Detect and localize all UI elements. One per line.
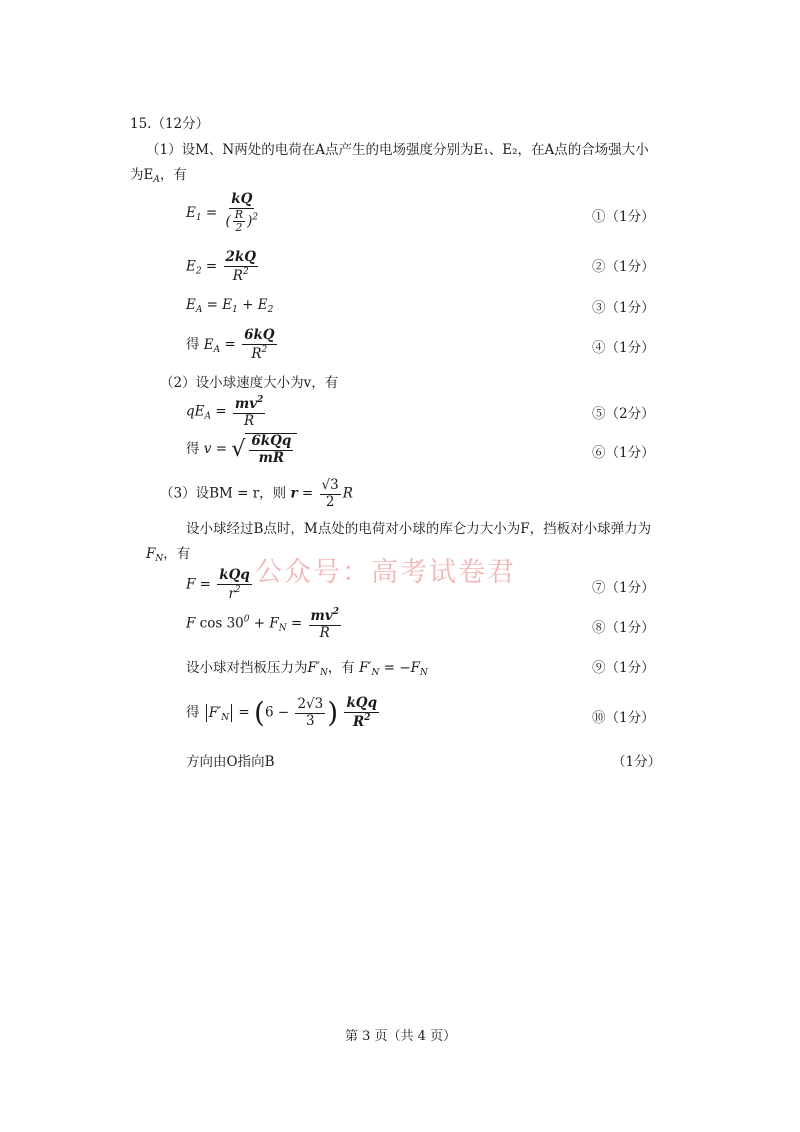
equation-3: $E_A = E_1 + E_2$ <box>186 297 274 315</box>
score-4: ④（1分） <box>592 340 655 356</box>
equation-1: $E_1$ = kQ ( $\frac{R}{2}$ )$^2$ <box>186 191 259 235</box>
score-3: ③（1分） <box>592 300 655 316</box>
part3-intro: （3）设BM = r，则 r = $\frac{√3}{2}$ R <box>160 477 353 510</box>
score-9: ⑨（1分） <box>592 660 655 676</box>
equation-4: 得 $E_A$ = $\frac{6kQ}{R^2}$ <box>186 327 275 362</box>
score-8: ⑧（1分） <box>592 620 655 636</box>
score-5: ⑤（2分） <box>592 406 655 422</box>
problem-header: 15.（12分） <box>130 116 210 132</box>
score-11: （1分） <box>612 754 662 770</box>
part1-intro-line1: （1）设M、N两处的电荷在A点产生的电场强度分别为E₁、E₂，在A点的合场强大小 <box>146 142 649 158</box>
direction-statement: 方向由O指向B <box>186 754 275 770</box>
equation-8: F $\cos 30^0 + F_N$ = $\frac{mv^2}{R}$ <box>186 607 339 641</box>
score-2: ②（1分） <box>592 259 655 275</box>
part3-line2: $F_N$，有 <box>146 546 191 564</box>
equation-5: $qE_A$ = $\frac{mv^2}{R}$ <box>186 395 264 429</box>
equation-10: 得 $F'_N = (6$ − $\frac{2√3}{3}$ ) $\frac{\text{kQq}}{R^2}$ <box>186 695 378 730</box>
score-1: ①（1分） <box>592 209 655 225</box>
equation-6: 得 v = √ $\frac{\text{6kQq}}{mR}$ <box>186 433 297 466</box>
watermark: 公众号：高考试卷君 <box>255 557 516 588</box>
equation-2: $E_2$ = $\frac{2kQ}{R^2}$ <box>186 249 257 284</box>
page-footer: 第 3 页（共 4 页） <box>345 1029 457 1044</box>
equation-9: 设小球对挡板压力为$F'_N$，有 $F'_N = -F_N$ <box>186 660 428 678</box>
equation-7: F = $\frac{\text{kQq}}{r^2}$ <box>186 567 250 602</box>
part3-line1: 设小球经过B点时，M点处的电荷对小球的库仑力大小为F，挡板对小球弹力为 <box>186 521 652 537</box>
score-6: ⑥（1分） <box>592 445 655 461</box>
part1-intro-line2: 为$E_A$，有 <box>130 167 187 185</box>
score-7: ⑦（1分） <box>592 580 655 596</box>
score-10: ⑩（1分） <box>592 710 655 726</box>
part2-intro: （2）设小球速度大小为v，有 <box>160 375 339 391</box>
